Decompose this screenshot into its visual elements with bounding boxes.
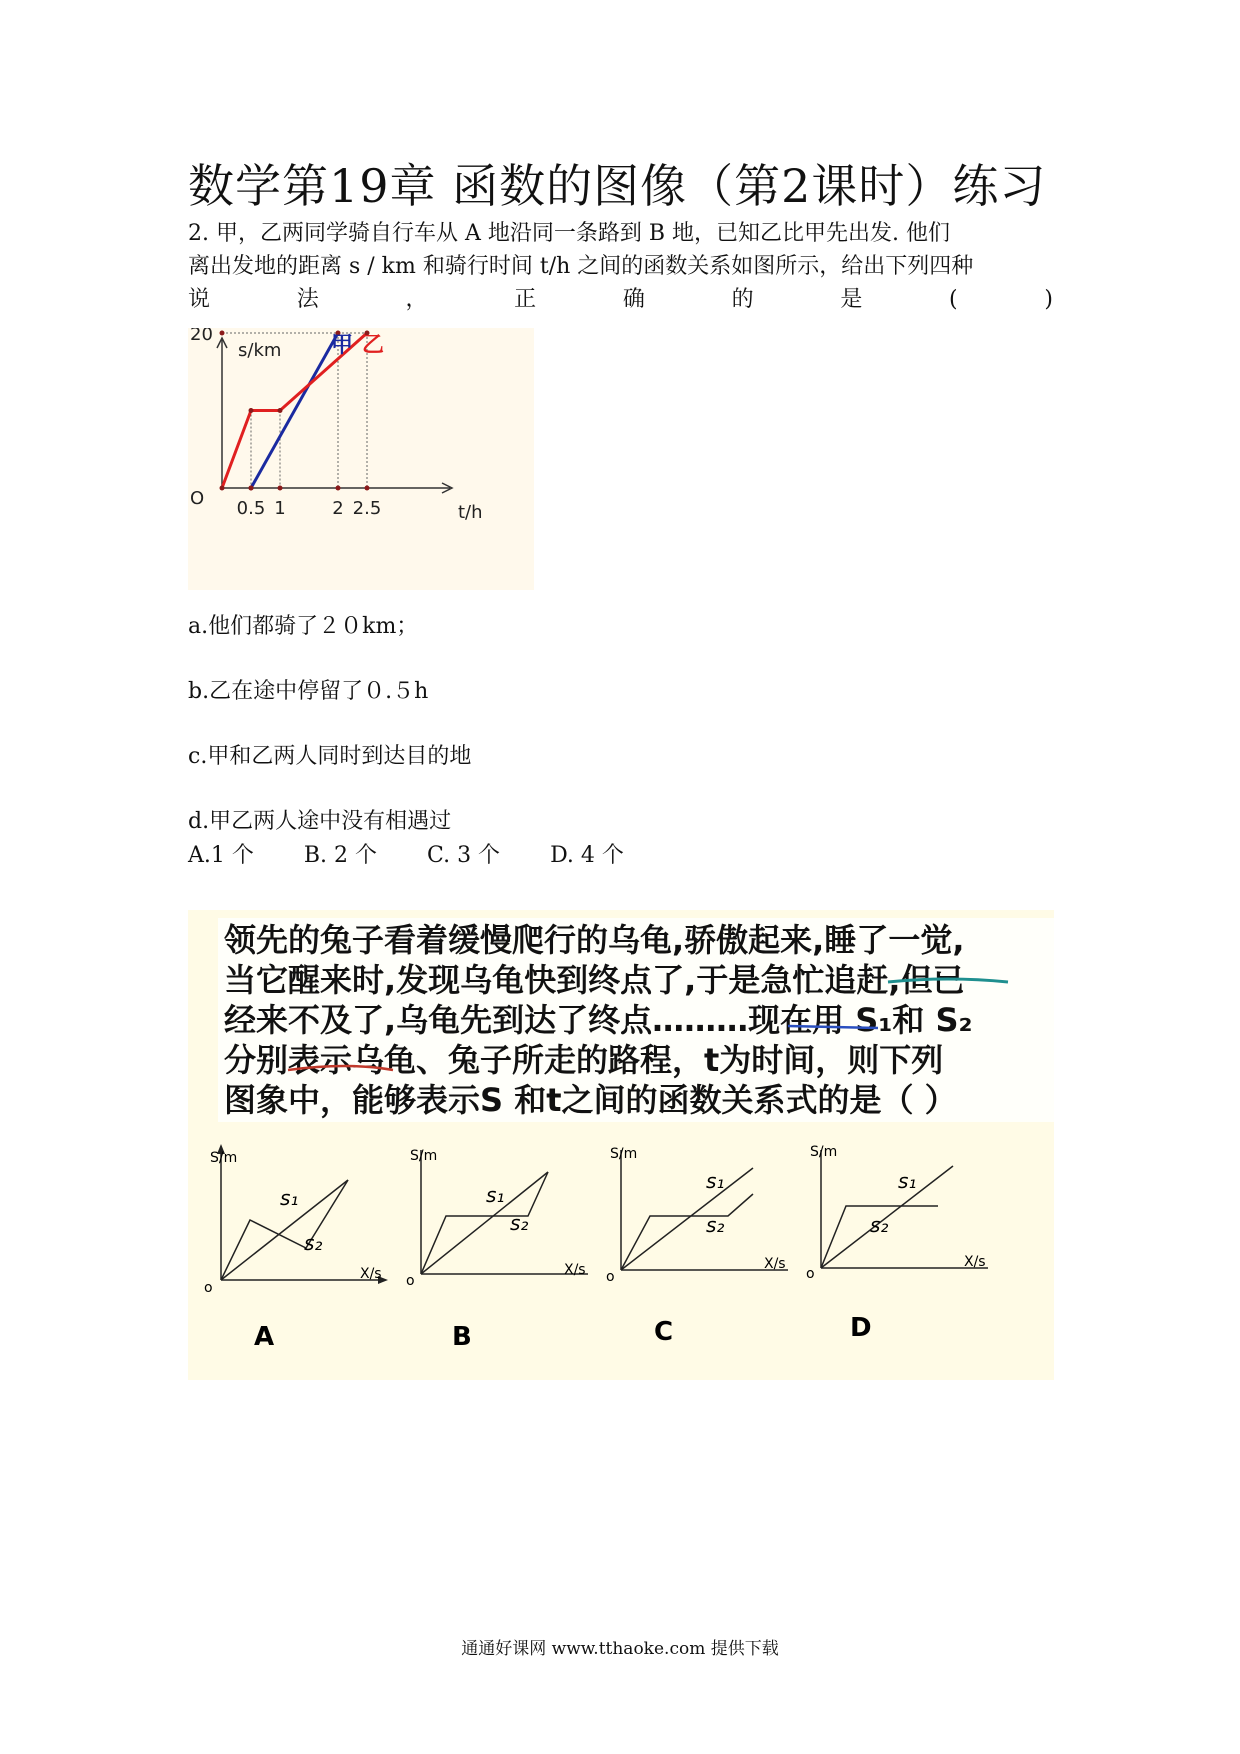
q2-word: 的 [731,287,754,312]
graph-c-s2: s₂ [706,1213,725,1237]
x-tick-label: 0.5 [236,498,266,519]
x-tick-label: 2 [332,498,344,519]
graph-d-xlabel: X/s [964,1254,986,1270]
axis-point [249,486,254,491]
data-point [249,408,254,413]
graph-b-xlabel: X/s [564,1262,586,1278]
axis-point [365,486,370,491]
graph-b-origin: o [406,1273,415,1289]
question3-line: 领先的兔子看着缓慢爬行的乌龟,骄傲起来,睡了一觉, [224,921,965,959]
series-name-label: 乙 [361,333,385,358]
choice-d: D. 4 个 [550,843,624,868]
question2-line2: 离出发地的距离 s / km 和骑行时间 t/h 之间的函数关系如图所示，给出下列四种 [188,254,974,279]
graph-b [388,1140,608,1380]
x-tick-label: 2.5 [352,498,382,519]
statement-b: b.乙在途中停留了０.５h [188,679,429,704]
q2-word: ， [405,287,428,312]
graph-a-origin: o [204,1280,213,1296]
question3-line: 当它醒来时,发现乌龟快到终点了,于是急忙追赶,但已 [224,961,965,999]
tortoise-hare-panel [188,910,1054,1380]
statement-c: c.甲和乙两人同时到达目的地 [188,744,472,769]
distance-time-chart [188,328,534,590]
question3-line: 图象中，能够表示S 和t之间的函数关系式的是（ ） [224,1081,957,1119]
graph-a [188,1140,408,1380]
choice-a: A.1 个 [188,843,254,868]
question2-line1: 2. 甲，乙两同学骑自行车从 A 地沿同一条路到 B 地，已知乙比甲先出发. 他们 [188,221,950,246]
q2-word: 是 [840,287,863,312]
graph-c-ylabel: S/m [610,1146,638,1162]
graph-c [588,1140,808,1380]
question3-line: 经来不及了,乌龟先到达了终点………现在用 S₁和 S₂ [224,1001,973,1039]
footer-text: 通通好课网 www.tthaoke.com 提供下载 [461,1639,779,1659]
graph-b-ylabel: S/m [410,1148,438,1164]
axis-point [220,331,225,336]
answer-paren-open: ( [949,287,958,312]
graph-c-label: C [654,1317,674,1347]
graph-a-s2: s₂ [304,1231,323,1255]
origin-label: O [190,488,205,509]
choice-c: C. 3 个 [427,843,501,868]
graph-d [788,1140,1008,1380]
graph-b-s1: s₁ [486,1183,505,1207]
axis-point [278,486,283,491]
graph-d-s1: s₁ [898,1169,917,1193]
data-point [278,408,283,413]
choice-b: B. 2 个 [303,843,378,868]
x-axis-label: t/h [458,502,483,523]
data-point [220,486,225,491]
graph-c-s1: s₁ [706,1169,725,1193]
graph-d-s2: s₂ [870,1213,889,1237]
graph-b-s2: s₂ [510,1211,529,1235]
series-name-label: 甲 [330,333,354,358]
graph-c-xlabel: X/s [764,1256,786,1272]
q2-word: 说 [188,287,211,312]
answer-choices [188,838,624,869]
graph-a-ylabel: S/m [210,1150,238,1166]
graph-a-s1: s₁ [280,1186,299,1210]
graph-b-label: B [452,1322,472,1352]
axis-point [336,486,341,491]
page-title: 数学第19章 函数的图像（第2课时）练习 [188,159,1047,213]
answer-paren-close: ) [1044,287,1053,312]
distance-time-chart-svg [188,328,534,590]
graph-d-label: D [850,1313,872,1343]
statement-d: d.甲乙两人途中没有相遇过 [188,809,452,834]
question3-line: 分别表示乌龟、兔子所走的路程，t为时间，则下列 [224,1041,944,1079]
graph-d-origin: o [806,1266,815,1282]
q2-word: 确 [622,287,645,312]
graph-c-origin: o [606,1269,615,1285]
graph-d-ylabel: S/m [810,1144,838,1160]
graph-a-label: A [254,1322,275,1352]
statement-a: a.他们都骑了２０km； [188,614,419,639]
x-tick-label: 1 [274,498,286,519]
graph-a-xlabel: X/s [360,1266,382,1282]
y-tick-label: 20 [190,328,213,345]
question2-line3 [188,283,1053,316]
y-axis-label: s/km [238,340,282,361]
q2-word: 法 [296,287,319,312]
q2-word: 正 [514,287,537,312]
